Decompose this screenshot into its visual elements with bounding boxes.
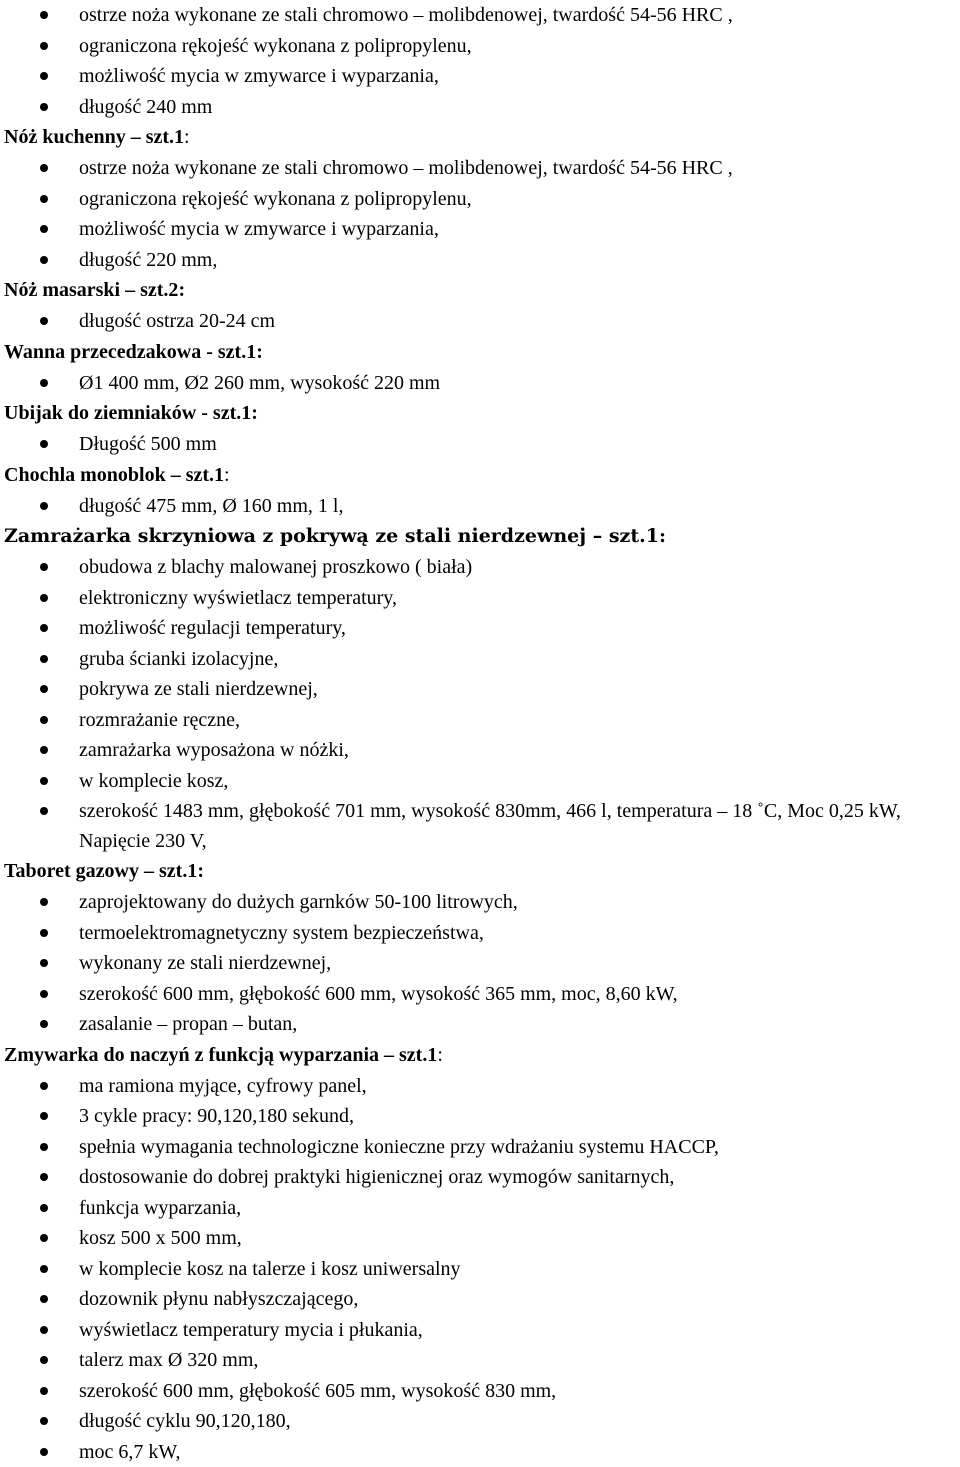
list-item: długość ostrza 20-24 cm (0, 306, 960, 337)
list-item: elektroniczny wyświetlacz temperatury, (0, 583, 960, 614)
list-item: ostrze noża wykonane ze stali chromowo – molibdenowej, twardość 54-56 HRC , (0, 153, 960, 184)
spec-list (0, 0, 960, 122)
list-item: zasalanie – propan – butan, (0, 1009, 960, 1040)
spec-list (0, 368, 960, 399)
spec-section-gas-stool (0, 856, 960, 1040)
list-item: ograniczona rękojeść wykonana z polipropylenu, (0, 184, 960, 215)
section-heading: Zamrażarka skrzyniowa z pokrywą ze stali nierdzewnej – szt.1: (0, 521, 960, 552)
list-item: wykonany ze stali nierdzewnej, (0, 948, 960, 979)
list-item: spełnia wymagania technologiczne konieczne przy wdrażaniu systemu HACCP, (0, 1132, 960, 1163)
list-item: 3 cykle pracy: 90,120,180 sekund, (0, 1101, 960, 1132)
bullet-icon (40, 72, 48, 80)
bullet-icon (40, 1356, 48, 1364)
list-item: moc 6,7 kW, (0, 1437, 960, 1467)
list-item: możliwość regulacji temperatury, (0, 613, 960, 644)
list-item: ma ramiona myjące, cyfrowy panel, (0, 1071, 960, 1102)
bullet-icon (40, 563, 48, 571)
list-item: w komplecie kosz, (0, 766, 960, 797)
bullet-icon (40, 11, 48, 19)
bullet-icon (40, 1020, 48, 1028)
bullet-icon (40, 1143, 48, 1151)
spec-section-butcher-knife (0, 275, 960, 337)
list-item: szerokość 600 mm, głębokość 605 mm, wysokość 830 mm, (0, 1376, 960, 1407)
list-item: zamrażarka wyposażona w nóżki, (0, 735, 960, 766)
bullet-icon (40, 1082, 48, 1090)
bullet-icon (40, 685, 48, 693)
section-heading: Taboret gazowy – szt.1: (0, 856, 960, 887)
bullet-icon (40, 1234, 48, 1242)
bullet-icon (40, 317, 48, 325)
spec-list (0, 491, 960, 522)
list-item: termoelektromagnetyczny system bezpieczeństwa, (0, 918, 960, 949)
bullet-icon (40, 225, 48, 233)
list-item: funkcja wyparzania, (0, 1193, 960, 1224)
bullet-icon (40, 716, 48, 724)
list-item: szerokość 600 mm, głębokość 600 mm, wysokość 365 mm, moc, 8,60 kW, (0, 979, 960, 1010)
bullet-icon (40, 655, 48, 663)
bullet-icon (40, 929, 48, 937)
bullet-icon (40, 164, 48, 172)
bullet-icon (40, 807, 48, 815)
bullet-icon (40, 103, 48, 111)
bullet-icon (40, 898, 48, 906)
list-item: ostrze noża wykonane ze stali chromowo – molibdenowej, twardość 54-56 HRC , (0, 0, 960, 31)
bullet-icon (40, 1387, 48, 1395)
spec-section-chest-freezer (0, 521, 960, 856)
list-item: długość 475 mm, Ø 160 mm, 1 l, (0, 491, 960, 522)
spec-list (0, 552, 960, 856)
bullet-icon (40, 990, 48, 998)
spec-section-kitchen-knife (0, 122, 960, 275)
bullet-icon (40, 1417, 48, 1425)
list-item: szerokość 1483 mm, głębokość 701 mm, wysokość 830mm, 466 l, temperatura – 18 ˚C, Moc 0,25 kW, Napięcie 230 V, (0, 796, 960, 856)
bullet-icon (40, 777, 48, 785)
bullet-icon (40, 195, 48, 203)
list-item: długość 240 mm (0, 92, 960, 123)
list-item: możliwość mycia w zmywarce i wyparzania, (0, 214, 960, 245)
list-item: talerz max Ø 320 mm, (0, 1345, 960, 1376)
bullet-icon (40, 624, 48, 632)
spec-section-dishwasher (0, 1040, 960, 1467)
list-item: gruba ścianki izolacyjne, (0, 644, 960, 675)
list-item: zaprojektowany do dużych garnków 50-100 litrowych, (0, 887, 960, 918)
list-item: wyświetlacz temperatury mycia i płukania, (0, 1315, 960, 1346)
list-item: pokrywa ze stali nierdzewnej, (0, 674, 960, 705)
spec-section-potato-masher (0, 398, 960, 460)
spec-list (0, 887, 960, 1040)
spec-section-strainer-tub (0, 337, 960, 399)
list-item: długość 220 mm, (0, 245, 960, 276)
section-heading: Wanna przecedzakowa - szt.1: (0, 337, 960, 368)
bullet-icon (40, 1295, 48, 1303)
spec-list (0, 1071, 960, 1467)
bullet-icon (40, 1204, 48, 1212)
section-heading: Zmywarka do naczyń z funkcją wyparzania – szt.1: (0, 1040, 960, 1071)
spec-section-ladle (0, 460, 960, 522)
list-item: Długość 500 mm (0, 429, 960, 460)
list-item: ograniczona rękojeść wykonana z polipropylenu, (0, 31, 960, 62)
list-item: obudowa z blachy malowanej proszkowo ( biała) (0, 552, 960, 583)
bullet-icon (40, 379, 48, 387)
list-item: dostosowanie do dobrej praktyki higienicznej oraz wymogów sanitarnych, (0, 1162, 960, 1193)
list-item: dozownik płynu nabłyszczającego, (0, 1284, 960, 1315)
bullet-icon (40, 746, 48, 754)
bullet-icon (40, 959, 48, 967)
spec-section-continued (0, 0, 960, 122)
bullet-icon (40, 440, 48, 448)
bullet-icon (40, 256, 48, 264)
list-item: rozmrażanie ręczne, (0, 705, 960, 736)
section-heading: Nóż kuchenny – szt.1: (0, 122, 960, 153)
section-heading: Chochla monoblok – szt.1: (0, 460, 960, 491)
list-item: w komplecie kosz na talerze i kosz uniwersalny (0, 1254, 960, 1285)
list-item: Ø1 400 mm, Ø2 260 mm, wysokość 220 mm (0, 368, 960, 399)
section-heading: Ubijak do ziemniaków - szt.1: (0, 398, 960, 429)
list-item: kosz 500 x 500 mm, (0, 1223, 960, 1254)
bullet-icon (40, 1173, 48, 1181)
list-item: możliwość mycia w zmywarce i wyparzania, (0, 61, 960, 92)
bullet-icon (40, 1112, 48, 1120)
list-item: długość cyklu 90,120,180, (0, 1406, 960, 1437)
spec-list (0, 429, 960, 460)
bullet-icon (40, 1448, 48, 1456)
spec-list (0, 153, 960, 275)
spec-list (0, 306, 960, 337)
bullet-icon (40, 594, 48, 602)
bullet-icon (40, 42, 48, 50)
bullet-icon (40, 1265, 48, 1273)
bullet-icon (40, 1326, 48, 1334)
bullet-icon (40, 502, 48, 510)
section-heading: Nóż masarski – szt.2: (0, 275, 960, 306)
